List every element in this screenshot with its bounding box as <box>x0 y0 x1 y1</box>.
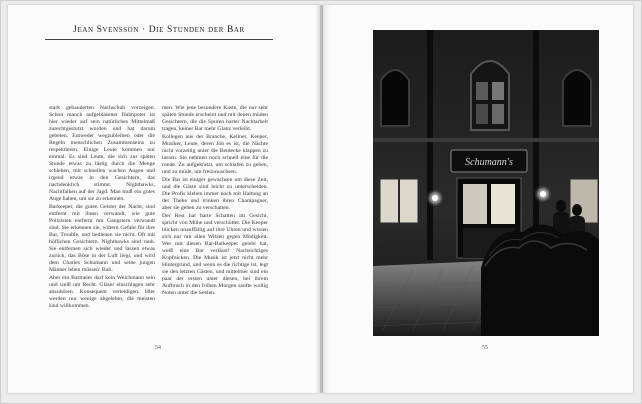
paragraph: Kollegen aus der Branche, Kellner, Keeper, Musiker, Leute, deren Job es ist, die Nächte nicht vorzeitig unter die Betdecke klappen zu lassen. Sie nehmen noch schnell eine für die runde. Zu aufgekratzt, um schlafen zu gehen, und zu müde, um freizuwachsen. <box>162 134 268 175</box>
body-text <box>49 105 269 341</box>
paragraph: Aber ein Barmeier darf kein Weichmann sein und weiß um Recht. Gläser einschlagen sehr abzuhören. Konsequent verteidigen. Hier werden nur wenige abgelehnt, die meisten sind willkommen. <box>49 275 155 309</box>
running-head: Jean Svensson · Die Stunden der Bar <box>73 25 245 35</box>
header-rule <box>45 39 273 40</box>
paragraph: Die Bar ist einiger gewachsen um diese Zeit, und die Gäste sind leicht zu unterscheiden. Die Profis kleben immer noch mit Haltung an der Theke und trinken ihren Champagner, aber sie gehen zu verschatten. <box>162 177 268 211</box>
photo-illustration <box>373 30 599 336</box>
page-number-left: 54 <box>155 345 161 351</box>
door-glass <box>491 184 515 224</box>
paragraph: men. Wie jene besondere Kaste, die nur sehr späten Stunde erscheint und mit denen müden Gesichtern, die die Spuren harter Nachtarbeit tragen, keiner Bar mehr Glanz verleiht. <box>162 105 268 132</box>
arched-window <box>563 70 591 126</box>
text-column-right <box>162 105 268 298</box>
paragraph: Der Rest hat harte Schatten im Gesicht, spricht von Mühe und verschüttet. Die Keeper blicken unauffällig auf ihre Uhren und wissen sich nur mit allen Witzen gegen Müdigkeit. Wer mit diesen Bar-Barkeeper gelebt hat, weiß eine Bar verlässt! Nachsichtiges Kopfnicken. Die Musik ist jetzt nicht mehr Hintergrund, und wenn es die richtige ist, legt sie den letzten Gästen, und mittelmer sind ein paar der ersten unter diesen, bei ihrem Aufbruch in den frühen Morgen sanfte wollig Noten unter die Seelen. <box>162 213 268 296</box>
door-glass <box>463 184 487 224</box>
paragraph: stark gebauderten Nachschub vorzeigen. Schon manch aufgeblasener Hahnpoter ist hier wieder auf sein natürliches Mittelmaß zurechtgestutzt worden und hat darum gebeten. Entweder wegzubleiben oder die Regeln menschlichen Zusammenseins zu respektieren. Einige Leute kommen nur einmal. Es sind Leute, die sich zur späten Stunde etwas zu lästig durch die Menge schieben, mit schnellen wachen Augen und irgend etwas in den Gesichtern, das nachdenklich stimmt. Nighthawks, Nachtfalken auf der Jagd. Man muß ein gutes Auge haben, um sie zu erkennen. <box>49 105 155 202</box>
person-silhouette <box>572 204 582 216</box>
text-column-left <box>49 105 155 311</box>
paragraph: Barkeeper, die guten Geister der Nacht, sind entfernt mit ihnen verwandt, wie gute Polizisten entfernt mit Gangstern verwandt sind. Sie erkennen sie, wittern Gefahr für ihre Bar, Trouble, und bedienen sie nicht. Oft mit höflichen Gesichtern. Nighthawks sind rauh. Sie entfernen sich wieder und lassen etwas zurück, das Böse in der Luft liegt, und wird dem Charles Schumann und seine jungen Männer leben müssen: Bali. <box>49 204 155 273</box>
window-pane <box>492 82 504 100</box>
arched-window <box>381 70 409 126</box>
cornice <box>373 138 599 142</box>
window-pane <box>492 104 504 124</box>
night-bar-photo <box>373 30 599 336</box>
window-pane <box>476 82 488 100</box>
book-gutter <box>315 5 331 393</box>
bar-sign-text: Schumann's <box>465 157 513 168</box>
person-silhouette <box>556 200 566 212</box>
window-pane <box>476 104 488 124</box>
pilaster <box>427 30 433 260</box>
page-number-right: 55 <box>482 345 488 351</box>
